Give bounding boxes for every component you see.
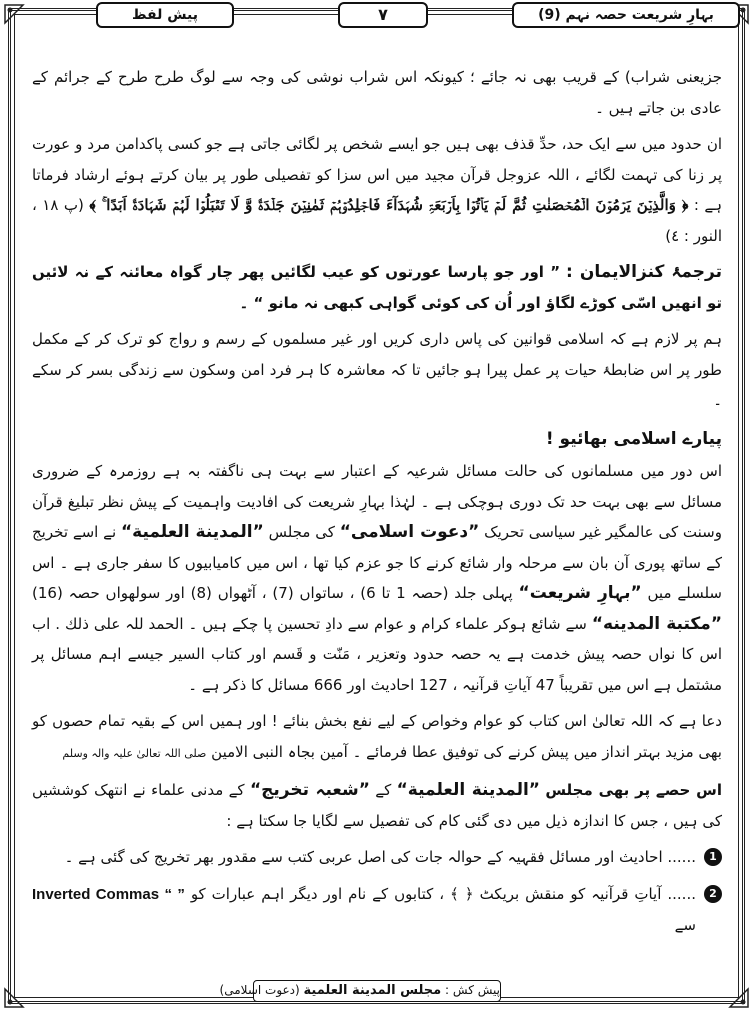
quran-ayah: ﴿ وَالَّذِیۡنَ یَرۡمُوۡنَ الۡمُحۡصَنٰتِ ثُمَّ لَمۡ یَاۡتُوۡا بِاَرۡبَعَۃِ شُہَدَآءَ فَاجۡلِدُوۡہُمۡ ثَمٰنِیۡنَ جَلۡدَۃً وَّ لَا تَقۡبَلُوۡا لَہُمۡ شَہَادَۃً اَبَدًا ۚ ﴾ (89, 196, 689, 214)
list-item-tail: سے (674, 916, 696, 934)
list-item (32, 879, 722, 941)
section-title: پیش لفظ (96, 2, 234, 28)
list-number-badge: 1 (704, 848, 722, 866)
book-name: ”بہارِ شریعت“ (518, 583, 642, 603)
translation-text: ” اور جو پارسا عورتوں کو عیب لگائیں پھر چار گواہ معائنہ کے نہ لائیں تو انھیں اسّی کوڑے لگاؤ اور اُن کی کوئی گواہی کبھی نہ مانو “ ۔ (32, 263, 722, 312)
english-term: Inverted Commas “ ” (32, 885, 185, 903)
book-title: بہارِ شریعت حصہ نہم (9) (512, 2, 740, 28)
list-number-badge: 2 (704, 885, 722, 903)
org-name: ”مکتبة المدینه“ (591, 613, 722, 634)
translation-paragraph (32, 257, 722, 318)
list-item-text: ...... آیاتِ قرآنیہ کو منقش بریکٹ ﴿ ﴾ ، کتابوں کے نام اور دیگر اہم عبارات کو (190, 884, 696, 903)
publisher-box (219, 980, 501, 1002)
footer-sub: (دعوت اسلامی) (219, 983, 300, 997)
translation-label: ترجمۂ کنزالایمان : (566, 262, 722, 282)
org-name: ”المدینة العلمیة“ (120, 522, 264, 542)
page-number: ۷ (338, 2, 428, 28)
footer-label: پیش کش : (445, 983, 500, 997)
paragraph-text: کے (375, 781, 392, 799)
paragraph (32, 775, 722, 836)
list-item-text: ...... احادیث اور مسائل فقہیہ کے حوالہ جات کی اصل عربی کتب سے مقدور بھر تخریج کی گئی ہے ۔ (64, 848, 696, 866)
page-footer (0, 978, 753, 1006)
paragraph-text: سے شائع ہوکر علماء کرام و عوام سے دادِ تحسین پا چکے ہیں ۔ الحمد للہ علی ذلك . اب اس کا نواں حصہ پیش خدمت ہے یہ حصہ حدود وتعزیر ، مَنّت و قَسم اور کتاب السیر جیسے اہم مسائل پر مشتمل ہے اس میں تقریباً 47 آیاتِ قرآنیہ ، 127 احادیث اور 666 مسائل کا ذکر ہے ۔ (32, 614, 722, 694)
paragraph-text: دعا ہے کہ اللہ تعالیٰ اس کتاب کو عوام وخواص کے لیے نفع بخش بنائے ! اور ہمیں اس کے بقیہ تمام حصوں کو بھی مزید بہتر انداز میں پیش کرنے کی توفیق عطا فرمائے ۔ آمین بجاہ النبی الامین (32, 712, 722, 761)
paragraph: ہم پر لازم ہے کہ اسلامی قوانین کی پاس داری کریں اور غیر مسلموں کے رسم و رواج کو ترک کر کے مکمل طور پر اس ضابطۂ حیات پر عمل پیرا ہو جائیں تا کہ معاشرہ کا ہر فرد امن وسکون سے زندگی بسر کر سکے ۔ (32, 330, 722, 409)
paragraph-text: نے اسے تخریج کے ساتھ پوری آن بان سے مرحلہ وار شائع کرنے کا جو عزم کیا تھا ، اس میں کامیابیوں کا سفر جاری ہے ۔ اس سلسلے میں (32, 523, 722, 602)
paragraph-text: پہلی جلد (حصہ 1 تا 6) ، ساتواں (7) ، آٹھواں (8) اور سولھواں حصہ (16) (32, 584, 513, 602)
paragraph-text: اس حصے پر بھی مجلس (545, 781, 722, 799)
quran-reference: (پ ۱۸ ، النور : ٤) (32, 196, 722, 245)
paragraph-text: اس دور میں مسلمانوں کی حالت مسائل شرعیہ کے اعتبار سے بہت ہی ناگفتہ بہ ہے روزمرہ کے ضروری مسائل سے بھی بہت حد تک دوری ہوچکی ہے ۔ لہٰذا بہارِ شریعت کی افادیت واہمیت کے پیش نظر تبلیغ قرآن وسنت کی عالمگیر غیر سیاسی تحریک (32, 462, 722, 541)
paragraph (32, 129, 722, 251)
list-item (32, 842, 722, 873)
page-body (32, 62, 722, 942)
department-name: ”شعبہ تخریج“ (249, 780, 370, 800)
paragraph-text: کے مدنی علماء نے انتھک کوششیں کی ہیں ، جس کا اندازہ ذیل میں دی گئی کام کی تفصیل سے لگایا جا سکتا ہے : (32, 781, 722, 830)
footer-org: مجلس المدینة العلمیة (303, 983, 442, 998)
section-heading: پیارے اسلامی بھائیو ! (545, 428, 722, 449)
paragraph-text: کی مجلس (268, 523, 335, 541)
paragraph-text: ان حدود میں سے ایک حد، حدِّ قذف بھی ہیں جو ایسے شخص پر لگائی جاتی ہے جو کسی پاکدامن مرد و عورت پر زنا کی تہمت لگائے ، اللہ عزوجل قرآن مجید میں اس سزا کو تفصیلی طور پر بیان کرتے ہوئے ارشاد فرماتا ہے : (32, 135, 722, 214)
salutation: صلی اللہ تعالیٰ علیہ والہ وسلم (62, 746, 207, 760)
paragraph (32, 706, 722, 769)
paragraph: جزیعنی شراب) کے قریب بھی نہ جائے ؛ کیونکہ اس شراب نوشی کی وجہ سے لوگ طرح طرح کے جرائم کے عادی بن جاتے ہیں ۔ (32, 68, 722, 117)
org-name: ”دعوت اسلامی“ (339, 522, 480, 542)
paragraph (32, 456, 722, 700)
page-header (0, 2, 753, 32)
org-name: ”المدینة العلمیة“ (396, 780, 540, 800)
